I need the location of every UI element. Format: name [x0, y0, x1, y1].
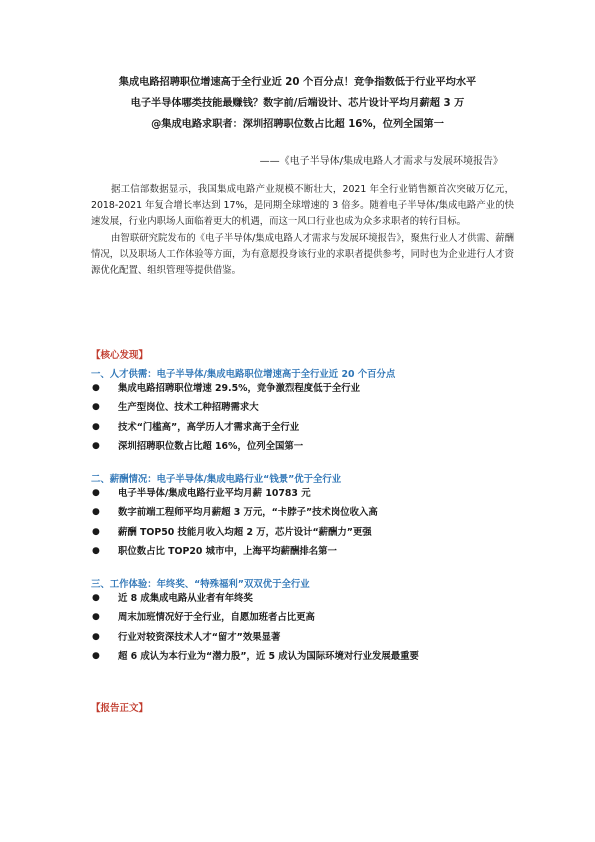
title-block [0, 72, 595, 135]
bullet-icon: ● [92, 421, 100, 432]
intro-body [91, 182, 514, 279]
list-item: ● 集成电路招聘职位增速 29.5%，竞争激烈程度低于全行业 [91, 379, 360, 398]
bullet-icon: ● [92, 488, 100, 498]
list-item: ● 超 6 成认为本行业为“潜力股”，近 5 成认为国际环境对行业发展最重要 [91, 647, 419, 666]
bullet-icon: ● [92, 507, 100, 518]
bullet-icon: ● [92, 402, 100, 413]
bullet-icon: ● [92, 593, 100, 603]
section-3-heading: 三、工作体验：年终奖、“特殊福利”双双优于全行业 [91, 579, 310, 590]
list-item: ● 技术“门槛高”，高学历人才需求高于全行业 [91, 418, 360, 437]
list-item: ● 行业对较资深技术人才“留才”效果显著 [91, 628, 419, 647]
bullet-icon: ● [92, 650, 100, 661]
intro-paragraph-2: 由智联研究院发布的《电子半导体/集成电路人才需求与发展环境报告》，聚焦行业人才供需、薪酬情况，以及职场人工作体验等方面，为有意愿投身该行业的求职者提供参考，同时也为企业进行人才资源优化配置、组织管理等提供借鉴。 [91, 232, 514, 277]
list-item: ● 电子半导体/集成电路行业平均月薪 10783 元 [91, 484, 378, 503]
list-item: ● 近 8 成集成电路从业者有年终奖 [91, 589, 419, 608]
section-3-points [91, 589, 419, 666]
list-item: ● 职位数占比 TOP20 城市中，上海平均薪酬排名第一 [91, 542, 378, 561]
bullet-icon: ● [92, 545, 100, 556]
report-body-label: 【报告正文】 [91, 703, 149, 714]
section-2-points [91, 484, 378, 561]
report-source: ——《电子半导体/集成电路人才需求与发展环境报告》 [259, 156, 503, 167]
bullet-icon: ● [92, 440, 100, 451]
title-line-3: @集成电路求职者：深圳招聘职位数占比超 16%，位列全国第一 [151, 119, 444, 130]
bullet-icon: ● [92, 612, 100, 623]
section-1-points [91, 379, 360, 456]
title-line-2: 电子半导体哪类技能最赚钱？数字前/后端设计、芯片设计平均月薪超 3 万 [130, 98, 465, 109]
list-item: ● 薪酬 TOP50 技能月收入均超 2 万，芯片设计“薪酬力”更强 [91, 523, 378, 542]
list-item: ● 数字前端工程师平均月薪超 3 万元，“卡脖子”技术岗位收入高 [91, 503, 378, 522]
section-2-heading: 二、薪酬情况：电子半导体/集成电路行业“钱景”优于全行业 [91, 474, 342, 485]
intro-paragraph-1: 据工信部数据显示，我国集成电路产业规模不断壮大，2021 年全行业销售额首次突破万亿元，2018-2021 年复合增长率达到 17%，是同期全球增速的 3 倍多。随着电子半导体/集成电路产业的快速发展，行业内职场人面临着更大的机遇，而这一风口行业也成为众多求职者的转行目标。 [91, 184, 514, 228]
list-item: ● 生产型岗位、技术工种招聘需求大 [91, 398, 360, 417]
section-1-heading: 一、人才供需：电子半导体/集成电路职位增速高于全行业近 20 个百分点 [91, 369, 396, 380]
title-line-1: 集成电路招聘职位增速高于全行业近 20 个百分点！竞争指数低于行业平均水平 [118, 77, 477, 88]
list-item: ● 深圳招聘职位数占比超 16%，位列全国第一 [91, 437, 360, 456]
bullet-icon: ● [92, 526, 100, 537]
bullet-icon: ● [92, 383, 100, 393]
list-item: ● 周末加班情况好于全行业，自愿加班者占比更高 [91, 608, 419, 627]
bullet-icon: ● [92, 631, 100, 642]
core-findings-label: 【核心发现】 [91, 350, 149, 361]
